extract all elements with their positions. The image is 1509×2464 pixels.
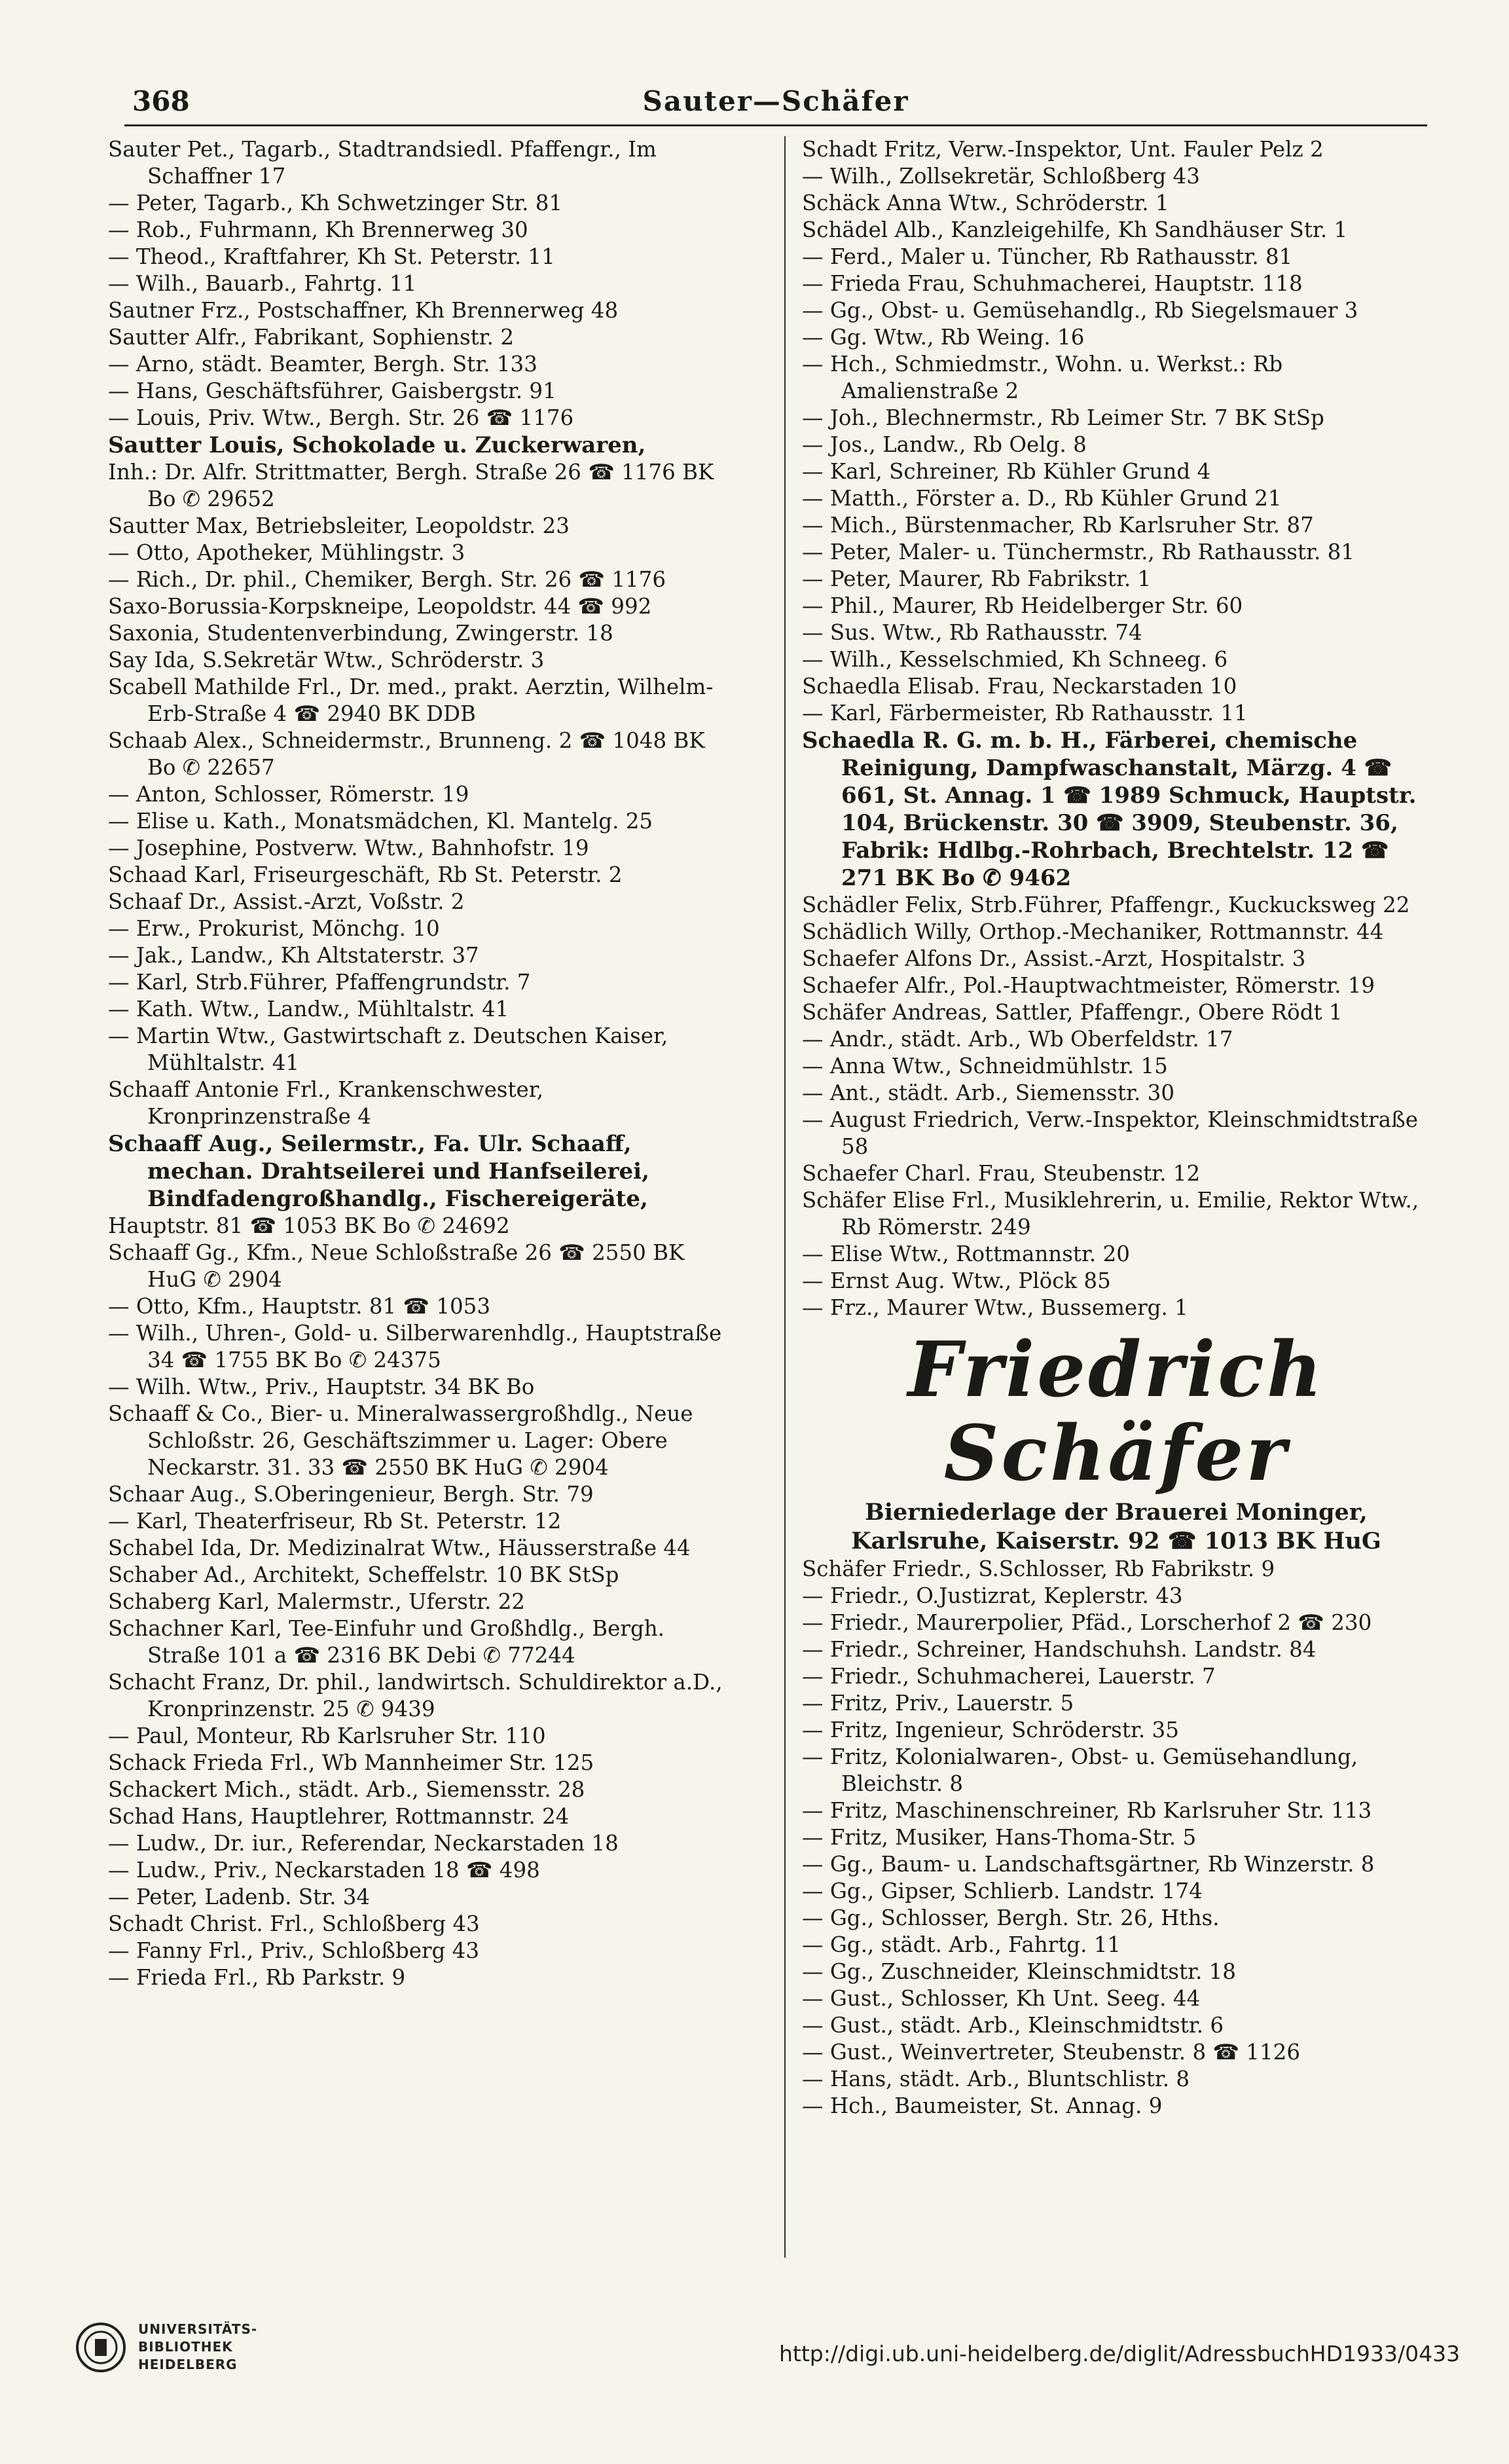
directory-entry: Schäfer Andreas, Sattler, Pfaffengr., Obere Rödt 1 [802, 1000, 1343, 1025]
source-url[interactable]: http://digi.ub.uni-heidelberg.de/diglit/AdressbuchHD1933/0433 [779, 2341, 1461, 2366]
library-name-line-3: HEIDELBERG [138, 2357, 238, 2372]
directory-entry: — Gust., städt. Arb., Kleinschmidtstr. 6 [802, 2013, 1224, 2038]
right-column-entries-bottom [802, 1556, 1430, 2120]
right-column [802, 136, 1430, 2258]
directory-entry: — Rob., Fuhrmann, Kh Brennerweg 30 [108, 217, 528, 242]
directory-entry: — Peter, Maler- u. Tünchermstr., Rb Rathausstr. 81 [802, 540, 1354, 564]
directory-entry: — Paul, Monteur, Rb Karlsruher Str. 110 [108, 1723, 546, 1748]
directory-entry: Schaaf Dr., Assist.-Arzt, Voßstr. 2 [108, 889, 465, 914]
directory-entry: Schäck Anna Wtw., Schröderstr. 1 [802, 191, 1169, 215]
directory-entry: — Mich., Bürstenmacher, Rb Karlsruher Str. 87 [802, 513, 1314, 538]
directory-entry: Sautner Frz., Postschaffner, Kh Brennerweg 48 [108, 298, 619, 323]
directory-entry: — Fritz, Priv., Lauerstr. 5 [802, 1691, 1074, 1716]
directory-entry: — Peter, Tagarb., Kh Schwetzinger Str. 81 [108, 191, 563, 215]
directory-entry: — Friedr., Maurerpolier, Pfäd., Lorscherhof 2 ☎ 230 [802, 1610, 1372, 1635]
directory-entry: — Gg., Zuschneider, Kleinschmidtstr. 18 [802, 1959, 1236, 1984]
library-seal-icon [75, 2322, 126, 2373]
directory-entry: Schaefer Alfr., Pol.-Hauptwachtmeister, Römerstr. 19 [802, 973, 1375, 998]
directory-entry: — Andr., städt. Arb., Wb Oberfeldstr. 17 [802, 1027, 1233, 1052]
page-number: 368 [132, 85, 190, 117]
directory-entry: — Martin Wtw., Gastwirtschaft z. Deutschen Kaiser, Mühltalstr. 41 [108, 1023, 668, 1075]
directory-entry: — Gg., Baum- u. Landschaftsgärtner, Rb Winzerstr. 8 [802, 1852, 1375, 1877]
directory-entry: Inh.: Dr. Alfr. Strittmatter, Bergh. Straße 26 ☎ 1176 BK Bo ✆ 29652 [108, 460, 714, 511]
column-divider [784, 136, 786, 2258]
directory-entry: — Hans, städt. Arb., Bluntschlistr. 8 [802, 2067, 1190, 2091]
directory-entry: — Karl, Theaterfriseur, Rb St. Peterstr. 12 [108, 1509, 562, 1534]
directory-entry: Schädler Felix, Strb.Führer, Pfaffengr., Kuckucksweg 22 [802, 892, 1410, 917]
ad-line-2: Karlsruhe, Kaiserstr. 92 ☎ 1013 BK HuG [851, 1528, 1381, 1554]
library-name-line-1: UNIVERSITÄTS- [138, 2321, 258, 2337]
library-name-line-2: BIBLIOTHEK [138, 2339, 233, 2355]
directory-entry: — Rich., Dr. phil., Chemiker, Bergh. Str. 26 ☎ 1176 [108, 567, 666, 592]
directory-entry: — Peter, Ladenb. Str. 34 [108, 1885, 371, 1909]
directory-entry: — August Friedrich, Verw.-Inspektor, Kleinschmidtstraße 58 [802, 1107, 1418, 1159]
directory-entry: — Gg., Gipser, Schlierb. Landstr. 174 [802, 1879, 1203, 1903]
directory-entry: Saxonia, Studentenverbindung, Zwingerstr. 18 [108, 621, 613, 646]
directory-entry: Schad Hans, Hauptlehrer, Rottmannstr. 24 [108, 1804, 570, 1829]
directory-entry: — Hans, Geschäftsführer, Gaisbergstr. 91 [108, 378, 556, 403]
directory-entry: — Josephine, Postverw. Wtw., Bahnhofstr. 19 [108, 836, 589, 860]
directory-entry: — Karl, Strb.Führer, Pfaffengrundstr. 7 [108, 970, 531, 995]
directory-entry: — Phil., Maurer, Rb Heidelberger Str. 60 [802, 593, 1243, 618]
directory-entry: Schackert Mich., städt. Arb., Siemensstr. 28 [108, 1777, 585, 1802]
directory-entry: — Fanny Frl., Priv., Schloßberg 43 [108, 1938, 480, 1963]
library-logo [75, 2318, 291, 2390]
directory-entry: Schadt Fritz, Verw.-Inspektor, Unt. Fauler Pelz 2 [802, 137, 1324, 162]
directory-entry: — Wilh., Kesselschmied, Kh Schneeg. 6 [802, 647, 1228, 672]
directory-entry: — Karl, Schreiner, Rb Kühler Grund 4 [802, 459, 1211, 484]
directory-entry: — Wilh., Bauarb., Fahrtg. 11 [108, 271, 417, 296]
directory-entry: — Otto, Apotheker, Mühlingstr. 3 [108, 540, 465, 565]
directory-entry: Schaad Karl, Friseurgeschäft, Rb St. Peterstr. 2 [108, 862, 623, 887]
directory-entry: Schabel Ida, Dr. Medizinalrat Wtw., Häusserstraße 44 [108, 1535, 691, 1560]
directory-entry: — Karl, Färbermeister, Rb Rathausstr. 11 [802, 701, 1248, 726]
directory-entry: — Jak., Landw., Kh Altstaterstr. 37 [108, 943, 479, 968]
running-head: Sauter—Schäfer [642, 85, 909, 117]
directory-entry: — Hch., Schmiedmstr., Wohn. u. Werkst.: Rb Amalienstraße 2 [802, 352, 1283, 403]
directory-entry: Schaar Aug., S.Oberingenieur, Bergh. Str. 79 [108, 1482, 594, 1507]
directory-entry: Schaab Alex., Schneidermstr., Brunneng. 2 ☎ 1048 BK Bo ✆ 22657 [108, 728, 705, 780]
directory-entry: — Elise u. Kath., Monatsmädchen, Kl. Mantelg. 25 [108, 809, 653, 834]
right-column-entries-top [802, 136, 1430, 1321]
directory-entry: Schacht Franz, Dr. phil., landwirtsch. Schuldirektor a.D., Kronprinzenstr. 25 ✆ 9439 [108, 1670, 723, 1721]
directory-entry: — Ferd., Maler u. Tüncher, Rb Rathausstr. 81 [802, 244, 1293, 269]
directory-entry: Schaedla R. G. m. b. H., Färberei, chemische Reinigung, Dampfwaschanstalt, Märzg. 4 ☎ 661, St. Annag. 1 ☎ 1989 Schmuck, Hauptstr. 104, Brückenstr. 30 ☎ 3909, Steubenstr. 36, Fabrik: Hdlbg.-Rohrbach, Brechtelstr. 12 ☎ 271 BK Bo ✆ 9462 [802, 727, 1417, 891]
directory-entry: — Kath. Wtw., Landw., Mühltalstr. 41 [108, 997, 509, 1021]
directory-entry: — Erw., Prokurist, Mönchg. 10 [108, 916, 440, 941]
directory-entry: Schädel Alb., Kanzleigehilfe, Kh Sandhäuser Str. 1 [802, 217, 1348, 242]
directory-entry: — Anton, Schlosser, Römerstr. 19 [108, 782, 469, 807]
directory-entry: — Fritz, Kolonialwaren-, Obst- u. Gemüsehandlung, Bleichstr. 8 [802, 1744, 1358, 1796]
directory-entry: — Otto, Kfm., Hauptstr. 81 ☎ 1053 [108, 1294, 491, 1319]
directory-entry: — Ernst Aug. Wtw., Plöck 85 [802, 1268, 1111, 1293]
directory-entry: — Frz., Maurer Wtw., Bussemerg. 1 [802, 1295, 1188, 1320]
ad-title: Friedrich Schäfer [907, 1325, 1325, 1498]
directory-entry: — Gg. Wtw., Rb Weing. 16 [802, 325, 1085, 350]
page-header [124, 79, 1427, 126]
directory-entry: — Friedr., O.Justizrat, Keplerstr. 43 [802, 1583, 1183, 1608]
directory-entry: Schaaff Gg., Kfm., Neue Schloßstraße 26 ☎ 2550 BK HuG ✆ 2904 [108, 1240, 685, 1292]
directory-entry: — Peter, Maurer, Rb Fabrikstr. 1 [802, 566, 1152, 591]
directory-entry: Saxo-Borussia-Korpskneipe, Leopoldstr. 44 ☎ 992 [108, 594, 652, 619]
directory-entry: — Gg., Obst- u. Gemüsehandlg., Rb Siegelsmauer 3 [802, 298, 1358, 323]
directory-entry: — Gg., städt. Arb., Fahrtg. 11 [802, 1932, 1121, 1957]
directory-entry: Schadt Christ. Frl., Schloßberg 43 [108, 1911, 480, 1936]
directory-entry: Sautter Max, Betriebsleiter, Leopoldstr. 23 [108, 513, 570, 538]
directory-entry: — Wilh., Zollsekretär, Schloßberg 43 [802, 164, 1200, 189]
directory-entry: — Joh., Blechnermstr., Rb Leimer Str. 7 BK StSp [802, 405, 1324, 430]
directory-entry: — Ludw., Priv., Neckarstaden 18 ☎ 498 [108, 1858, 540, 1883]
directory-entry: — Friedr., Schuhmacherei, Lauerstr. 7 [802, 1664, 1216, 1689]
advertisement [802, 1325, 1430, 1556]
directory-entry: — Ludw., Dr. iur., Referendar, Neckarstaden 18 [108, 1831, 619, 1856]
directory-entry: Sautter Alfr., Fabrikant, Sophienstr. 2 [108, 325, 514, 350]
directory-entry: Schachner Karl, Tee-Einfuhr und Großhdlg., Bergh. Straße 101 a ☎ 2316 BK Debi ✆ 77244 [108, 1616, 665, 1668]
directory-entry: Sauter Pet., Tagarb., Stadtrandsiedl. Pfaffengr., Im Schaffner 17 [108, 137, 657, 189]
directory-entry: Schaaff Aug., Seilermstr., Fa. Ulr. Schaaff, mechan. Drahtseilerei und Hanfseilerei, Bindfadengroßhandlg., Fischereigeräte, [108, 1131, 649, 1212]
ad-line-1: Bierniederlage der Brauerei Moninger, [865, 1499, 1368, 1526]
directory-entry: — Sus. Wtw., Rb Rathausstr. 74 [802, 620, 1142, 645]
directory-entry: — Anna Wtw., Schneidmühlstr. 15 [802, 1054, 1168, 1078]
directory-entry: — Frieda Frl., Rb Parkstr. 9 [108, 1965, 406, 1990]
directory-entry: — Jos., Landw., Rb Oelg. 8 [802, 432, 1087, 457]
left-column [108, 136, 736, 2258]
directory-entry: — Matth., Förster a. D., Rb Kühler Grund 21 [802, 486, 1282, 511]
directory-entry: Schädlich Willy, Orthop.-Mechaniker, Rottmannstr. 44 [802, 919, 1384, 944]
directory-entry: Schäfer Friedr., S.Schlosser, Rb Fabrikstr. 9 [802, 1556, 1275, 1581]
directory-entry: — Fritz, Musiker, Hans-Thoma-Str. 5 [802, 1825, 1197, 1850]
directory-entry: — Arno, städt. Beamter, Bergh. Str. 133 [108, 352, 537, 377]
directory-entry: Schaaff Antonie Frl., Krankenschwester, Kronprinzenstraße 4 [108, 1077, 544, 1129]
directory-entry: — Fritz, Maschinenschreiner, Rb Karlsruher Str. 113 [802, 1798, 1372, 1823]
directory-entry: — Louis, Priv. Wtw., Bergh. Str. 26 ☎ 1176 [108, 405, 574, 430]
directory-entry: Schack Frieda Frl., Wb Mannheimer Str. 125 [108, 1750, 594, 1775]
directory-entry: — Wilh., Uhren-, Gold- u. Silberwarenhdlg., Hauptstraße 34 ☎ 1755 BK Bo ✆ 24375 [108, 1321, 722, 1372]
directory-entry: Hauptstr. 81 ☎ 1053 BK Bo ✆ 24692 [108, 1213, 510, 1238]
directory-entry: — Wilh. Wtw., Priv., Hauptstr. 34 BK Bo [108, 1374, 535, 1399]
directory-entry: — Friedr., Schreiner, Handschuhsh. Landstr. 84 [802, 1637, 1317, 1662]
directory-entry: — Fritz, Ingenieur, Schröderstr. 35 [802, 1718, 1179, 1742]
directory-entry: Schaberg Karl, Malermstr., Uferstr. 22 [108, 1589, 525, 1614]
directory-entry: — Gust., Schlosser, Kh Unt. Seeg. 44 [802, 1986, 1201, 2011]
directory-entry: — Ant., städt. Arb., Siemensstr. 30 [802, 1080, 1175, 1105]
directory-entry: Schäfer Elise Frl., Musiklehrerin, u. Emilie, Rektor Wtw., Rb Römerstr. 249 [802, 1188, 1419, 1240]
directory-entry: Schaaff & Co., Bier- u. Mineralwassergroßhdlg., Neue Schloßstr. 26, Geschäftszimmer u. Lager: Obere Neckarstr. 31. 33 ☎ 2550 BK HuG ✆ 2904 [108, 1401, 693, 1480]
directory-entry: — Gg., Schlosser, Bergh. Str. 26, Hths. [802, 1905, 1220, 1930]
directory-entry: Schaber Ad., Architekt, Scheffelstr. 10 BK StSp [108, 1562, 619, 1587]
directory-entry: Schaefer Charl. Frau, Steubenstr. 12 [802, 1161, 1201, 1186]
directory-entry: Scabell Mathilde Frl., Dr. med., prakt. Aerztin, Wilhelm-Erb-Straße 4 ☎ 2940 BK DDB [108, 674, 714, 726]
directory-entry: — Theod., Kraftfahrer, Kh St. Peterstr. 11 [108, 244, 555, 269]
directory-entry: — Elise Wtw., Rottmannstr. 20 [802, 1241, 1130, 1266]
directory-entry: Sautter Louis, Schokolade u. Zuckerwaren, [108, 432, 646, 458]
directory-entry: Schaedla Elisab. Frau, Neckarstaden 10 [802, 674, 1237, 699]
directory-entry: — Gust., Weinvertreter, Steubenstr. 8 ☎ 1126 [802, 2040, 1301, 2065]
directory-entry: — Frieda Frau, Schuhmacherei, Hauptstr. 118 [802, 271, 1303, 296]
directory-entry: Say Ida, S.Sekretär Wtw., Schröderstr. 3 [108, 648, 545, 672]
directory-entry: — Hch., Baumeister, St. Annag. 9 [802, 2093, 1163, 2118]
directory-entry: Schaefer Alfons Dr., Assist.-Arzt, Hospitalstr. 3 [802, 946, 1306, 971]
